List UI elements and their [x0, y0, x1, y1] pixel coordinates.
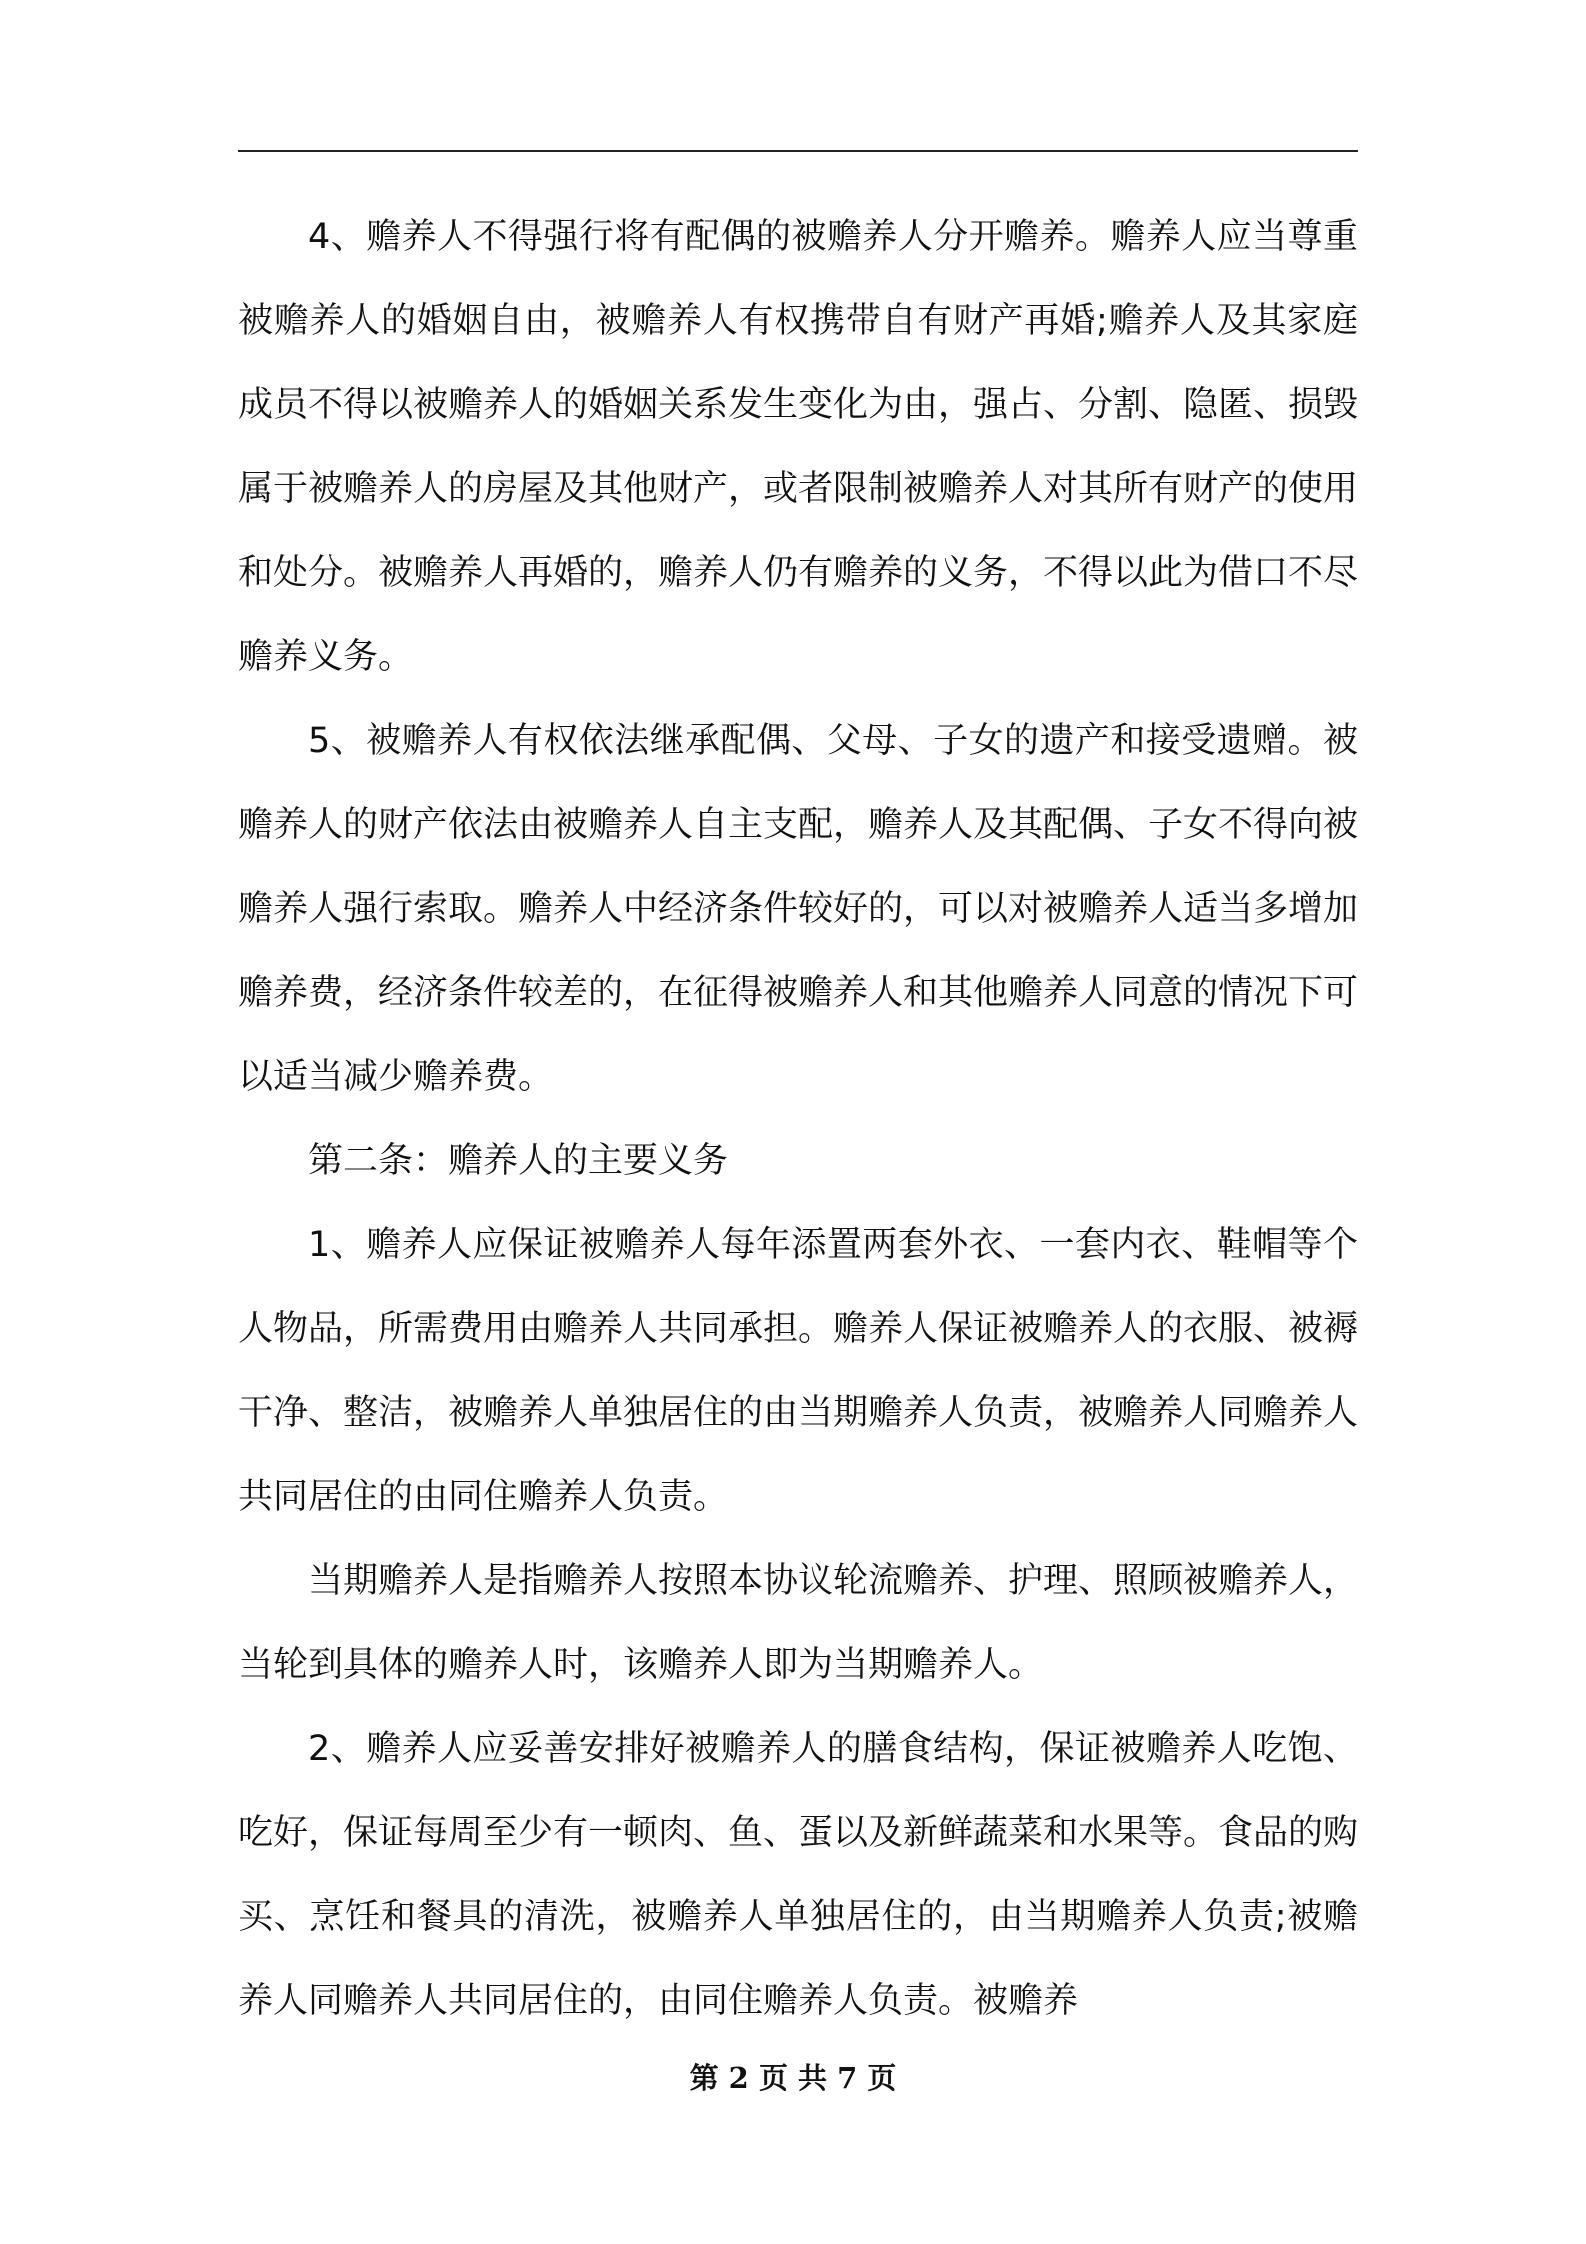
paragraph-1: 1、赡养人应保证被赡养人每年添置两套外衣、一套内衣、鞋帽等个人物品，所需费用由赡养人共同承担。赡养人保证被赡养人的衣服、被褥干净、整洁，被赡养人单独居住的由当期赡养人负责，被赡养人同赡养人共同居住的由同住赡养人负责。: [238, 1225, 1359, 1517]
paragraph-4: 4、赡养人不得强行将有配偶的被赡养人分开赡养。赡养人应当尊重被赡养人的婚姻自由，被赡养人有权携带自有财产再婚;赡养人及其家庭成员不得以被赡养人的婚姻关系发生变化为由，强占、分割、隐匿、损毁属于被赡养人的房屋及其他财产，或者限制被赡养人对其所有财产的使用和处分。被赡养人再婚的，赡养人仍有赡养的义务，不得以此为借口不尽赡养义务。: [238, 217, 1359, 677]
section-heading: 第二条：赡养人的主要义务: [308, 1141, 729, 1181]
page-footer: 第 2 页 共 7 页: [689, 2061, 897, 2095]
paragraph-2: 2、赡养人应妥善安排好被赡养人的膳食结构，保证被赡养人吃饱、吃好，保证每周至少有一顿肉、鱼、蛋以及新鲜蔬菜和水果等。食品的购买、烹饪和餐具的清洗，被赡养人单独居住的，由当期赡养人负责;被赡养人同赡养人共同居住的，由同住赡养人负责。被赡养: [238, 1729, 1359, 2021]
paragraph-5: 5、被赡养人有权依法继承配偶、父母、子女的遗产和接受遗赠。被赡养人的财产依法由被赡养人自主支配，赡养人及其配偶、子女不得向被赡养人强行索取。赡养人中经济条件较好的，可以对被赡养人适当多增加赡养费，经济条件较差的，在征得被赡养人和其他赡养人同意的情况下可以适当减少赡养费。: [238, 721, 1359, 1097]
paragraph-definition: 当期赡养人是指赡养人按照本协议轮流赡养、护理、照顾被赡养人，当轮到具体的赡养人时，该赡养人即为当期赡养人。: [238, 1561, 1359, 1685]
header-rule: [238, 150, 1358, 152]
document-body: [238, 195, 1358, 2043]
